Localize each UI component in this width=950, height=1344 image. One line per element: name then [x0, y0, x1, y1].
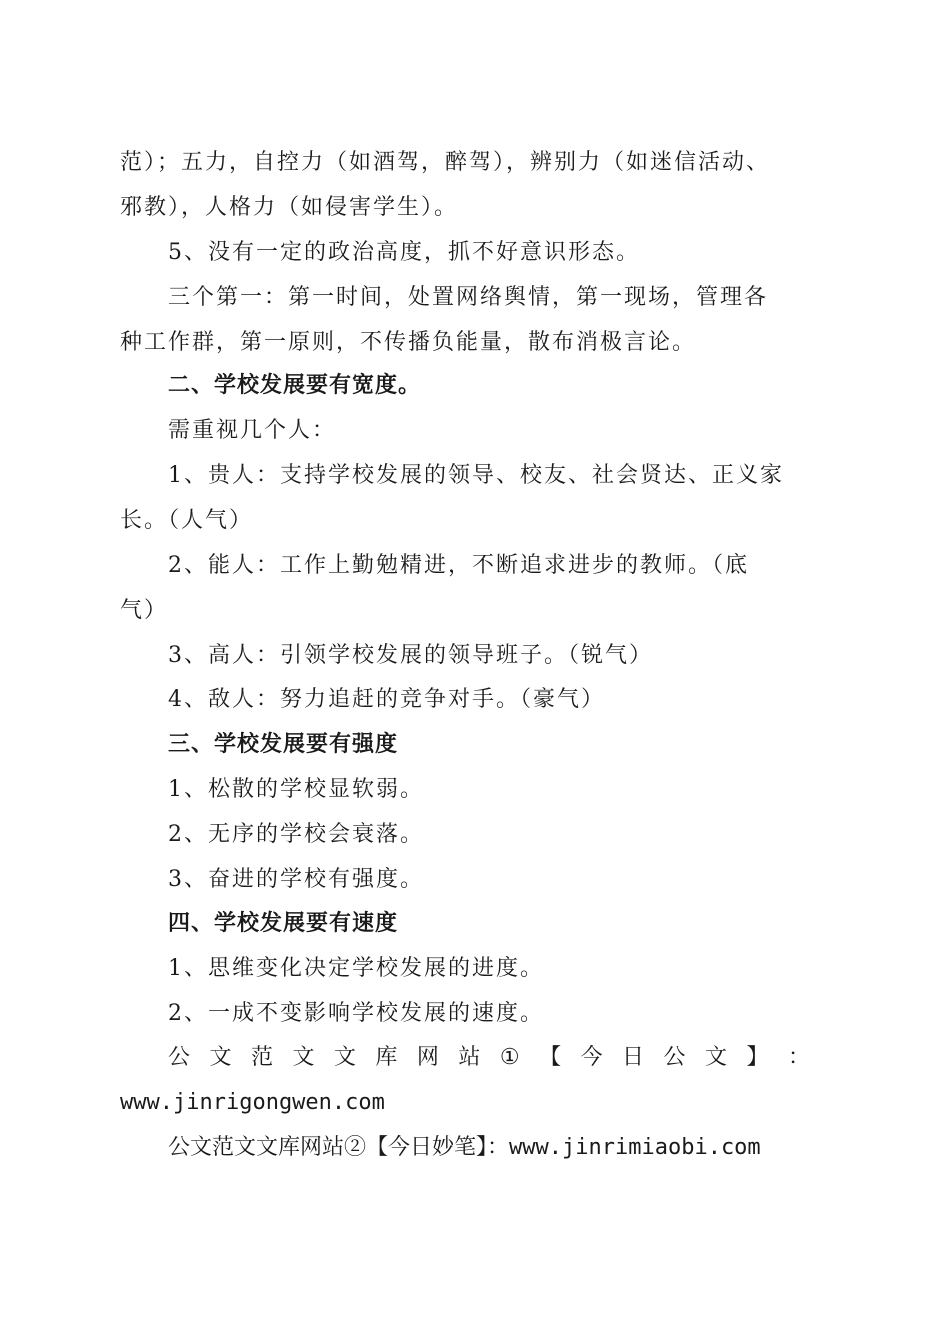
paragraph-line: 种工作群，第一原则，不传播负能量，散布消极言论。	[120, 330, 697, 355]
paragraph-line: 三个第一：第一时间，处置网络舆情，第一现场，管理各	[168, 285, 769, 310]
footer-char: ①	[499, 1045, 520, 1070]
footer-char: 范	[250, 1045, 273, 1070]
footer-char: 【	[539, 1045, 562, 1070]
list-item: 1、贵人：支持学校发展的领导、校友、社会贤达、正义家	[168, 463, 784, 488]
list-item: 3、奋进的学校有强度。	[168, 867, 424, 892]
section-heading: 二、学校发展要有宽度。	[168, 373, 422, 398]
footer-char: 今	[580, 1045, 603, 1070]
footer-char: 文	[209, 1045, 232, 1070]
footer-site2-url[interactable]: www.jinrimiaobi.com	[509, 1135, 761, 1160]
footer-char: 文	[292, 1045, 315, 1070]
list-item: 1、松散的学校显软弱。	[168, 777, 424, 802]
footer-site2-label: 公文范文文库网站②【今日妙笔】：	[168, 1135, 510, 1160]
footer-char: 站	[458, 1045, 481, 1070]
paragraph-line: 5、没有一定的政治高度，抓不好意识形态。	[168, 240, 640, 265]
footer-char: 网	[416, 1045, 439, 1070]
footer-site1-url[interactable]: www.jinrigongwen.com	[120, 1090, 385, 1115]
paragraph-line: 范）；五力，自控力（如酒驾，醉驾），辨别力（如迷信活动、	[120, 150, 771, 175]
paragraph-line: 需重视几个人：	[168, 418, 337, 443]
footer-char: 日	[622, 1045, 645, 1070]
paragraph-line: 邪教），人格力（如侵害学生）。	[120, 195, 459, 220]
section-heading: 三、学校发展要有强度	[168, 732, 399, 757]
list-item-continuation: 气）	[120, 598, 169, 623]
footer-site1-label	[168, 1042, 810, 1074]
footer-char: 库	[375, 1045, 398, 1070]
footer-char: 文	[705, 1045, 728, 1070]
list-item-continuation: 长。（人气）	[120, 508, 254, 533]
footer-char: 公	[168, 1045, 191, 1070]
footer-char: 】	[746, 1045, 769, 1070]
list-item: 3、高人：引领学校发展的领导班子。（锐气）	[168, 643, 653, 668]
list-item: 1、思维变化决定学校发展的进度。	[168, 956, 544, 981]
footer-char: ：	[787, 1045, 810, 1070]
footer-char: 文	[333, 1045, 356, 1070]
section-heading: 四、学校发展要有速度	[168, 911, 399, 936]
list-item: 2、能人：工作上勤勉精进，不断追求进步的教师。（底	[168, 553, 749, 578]
list-item: 2、一成不变影响学校发展的速度。	[168, 1001, 544, 1026]
footer-char: 公	[663, 1045, 686, 1070]
list-item: 2、无序的学校会衰落。	[168, 822, 424, 847]
list-item: 4、敌人：努力追赶的竞争对手。（豪气）	[168, 687, 605, 712]
footer-site2	[168, 1132, 761, 1164]
